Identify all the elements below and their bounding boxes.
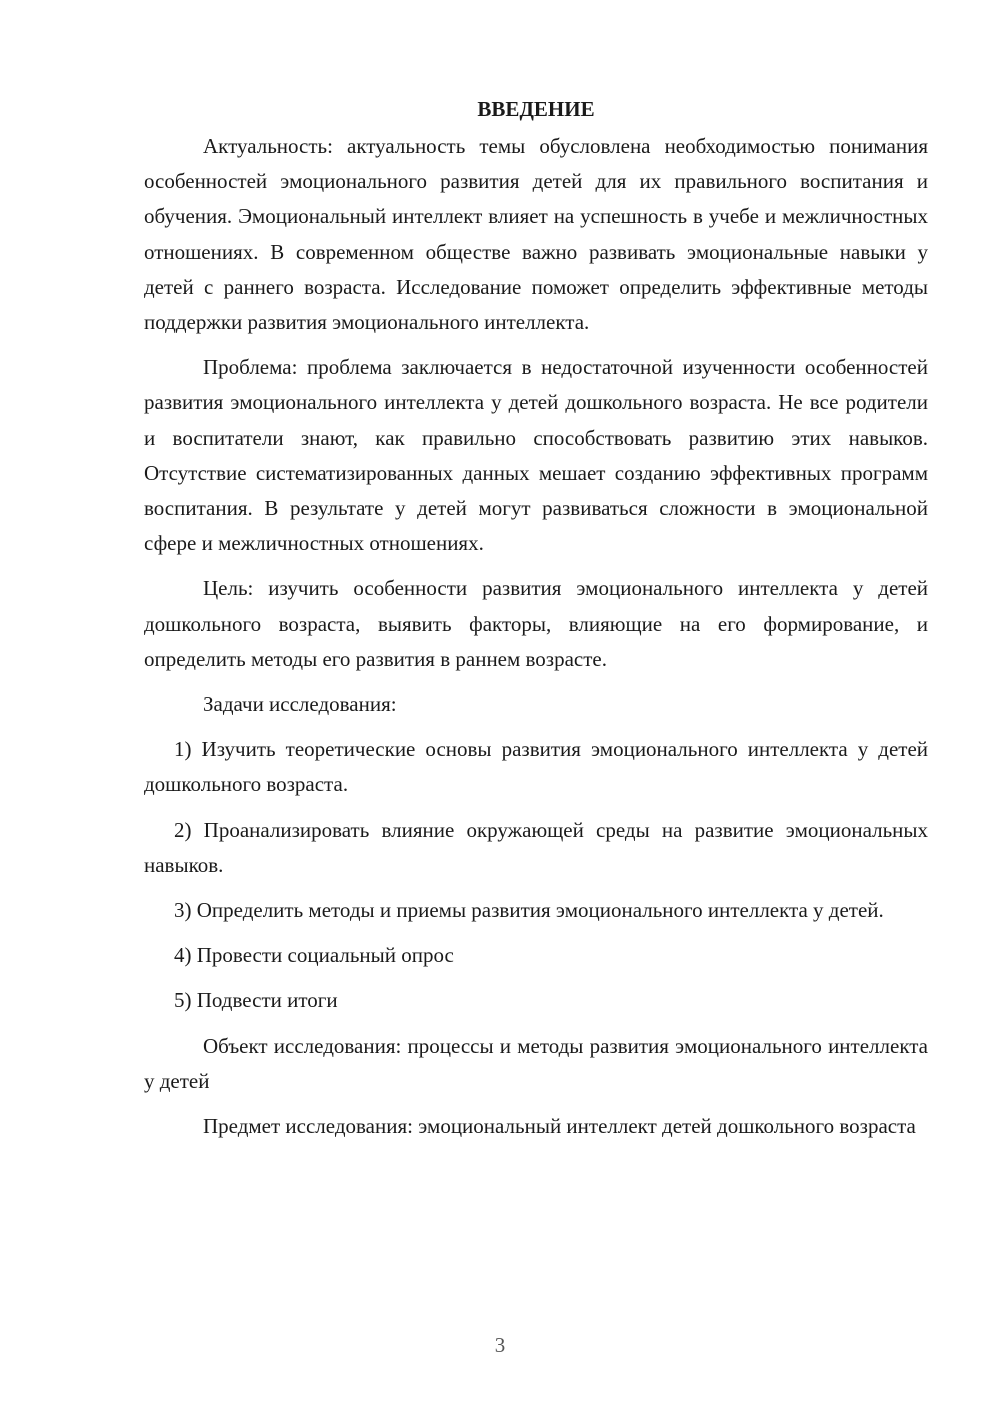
page-number: 3	[494, 1333, 506, 1357]
tasks-heading: Задачи исследования:	[203, 692, 397, 717]
goal-paragraph: Цель: изучить особенности развития эмоционального интеллекта у детей дошкольного возраста, выявить факторы, влияющие на его формирование, и определить методы его развития в раннем возрасте.	[144, 576, 928, 671]
task-item-3: 3) Определить методы и приемы развития эмоционального интеллекта у детей.	[174, 898, 884, 923]
task-item-5: 5) Подвести итоги	[174, 988, 338, 1013]
task-item-2: 2) Проанализировать влияние окружающей среды на развитие эмоциональных навыков.	[144, 817, 928, 877]
subject-paragraph: Предмет исследования: эмоциональный интеллект детей дошкольного возраста	[203, 1114, 916, 1139]
task-item-4: 4) Провести социальный опрос	[174, 943, 454, 968]
relevance-paragraph: Актуальность: актуальность темы обусловлена необходимостью понимания особенностей эмоционального развития детей для их правильного воспитания и обучения. Эмоциональный интеллект влияет на успешность в учебе и межличностных отношениях. В современном обществе важно развивать эмоциональные навыки у детей с раннего возраста. Исследование поможет определить эффективные методы поддержки развития эмоционального интеллекта.	[144, 134, 928, 335]
problem-paragraph: Проблема: проблема заключается в недостаточной изученности особенностей развития эмоционального интеллекта у детей дошкольного возраста. Не все родители и воспитатели знают, как правильно способствовать развитию этих навыков. Отсутствие систематизированных данных мешает созданию эффективных программ воспитания. В результате у детей могут развиваться сложности в эмоциональной сфере и межличностных отношениях.	[144, 355, 928, 556]
tasks-list	[144, 732, 928, 1018]
object-paragraph: Объект исследования: процессы и методы развития эмоционального интеллекта у детей	[144, 1033, 928, 1093]
document-page	[144, 92, 928, 1154]
task-item-1: 1) Изучить теоретические основы развития эмоционального интеллекта у детей дошкольного возраста.	[144, 737, 928, 797]
section-title: ВВЕДЕНИЕ	[477, 97, 595, 121]
